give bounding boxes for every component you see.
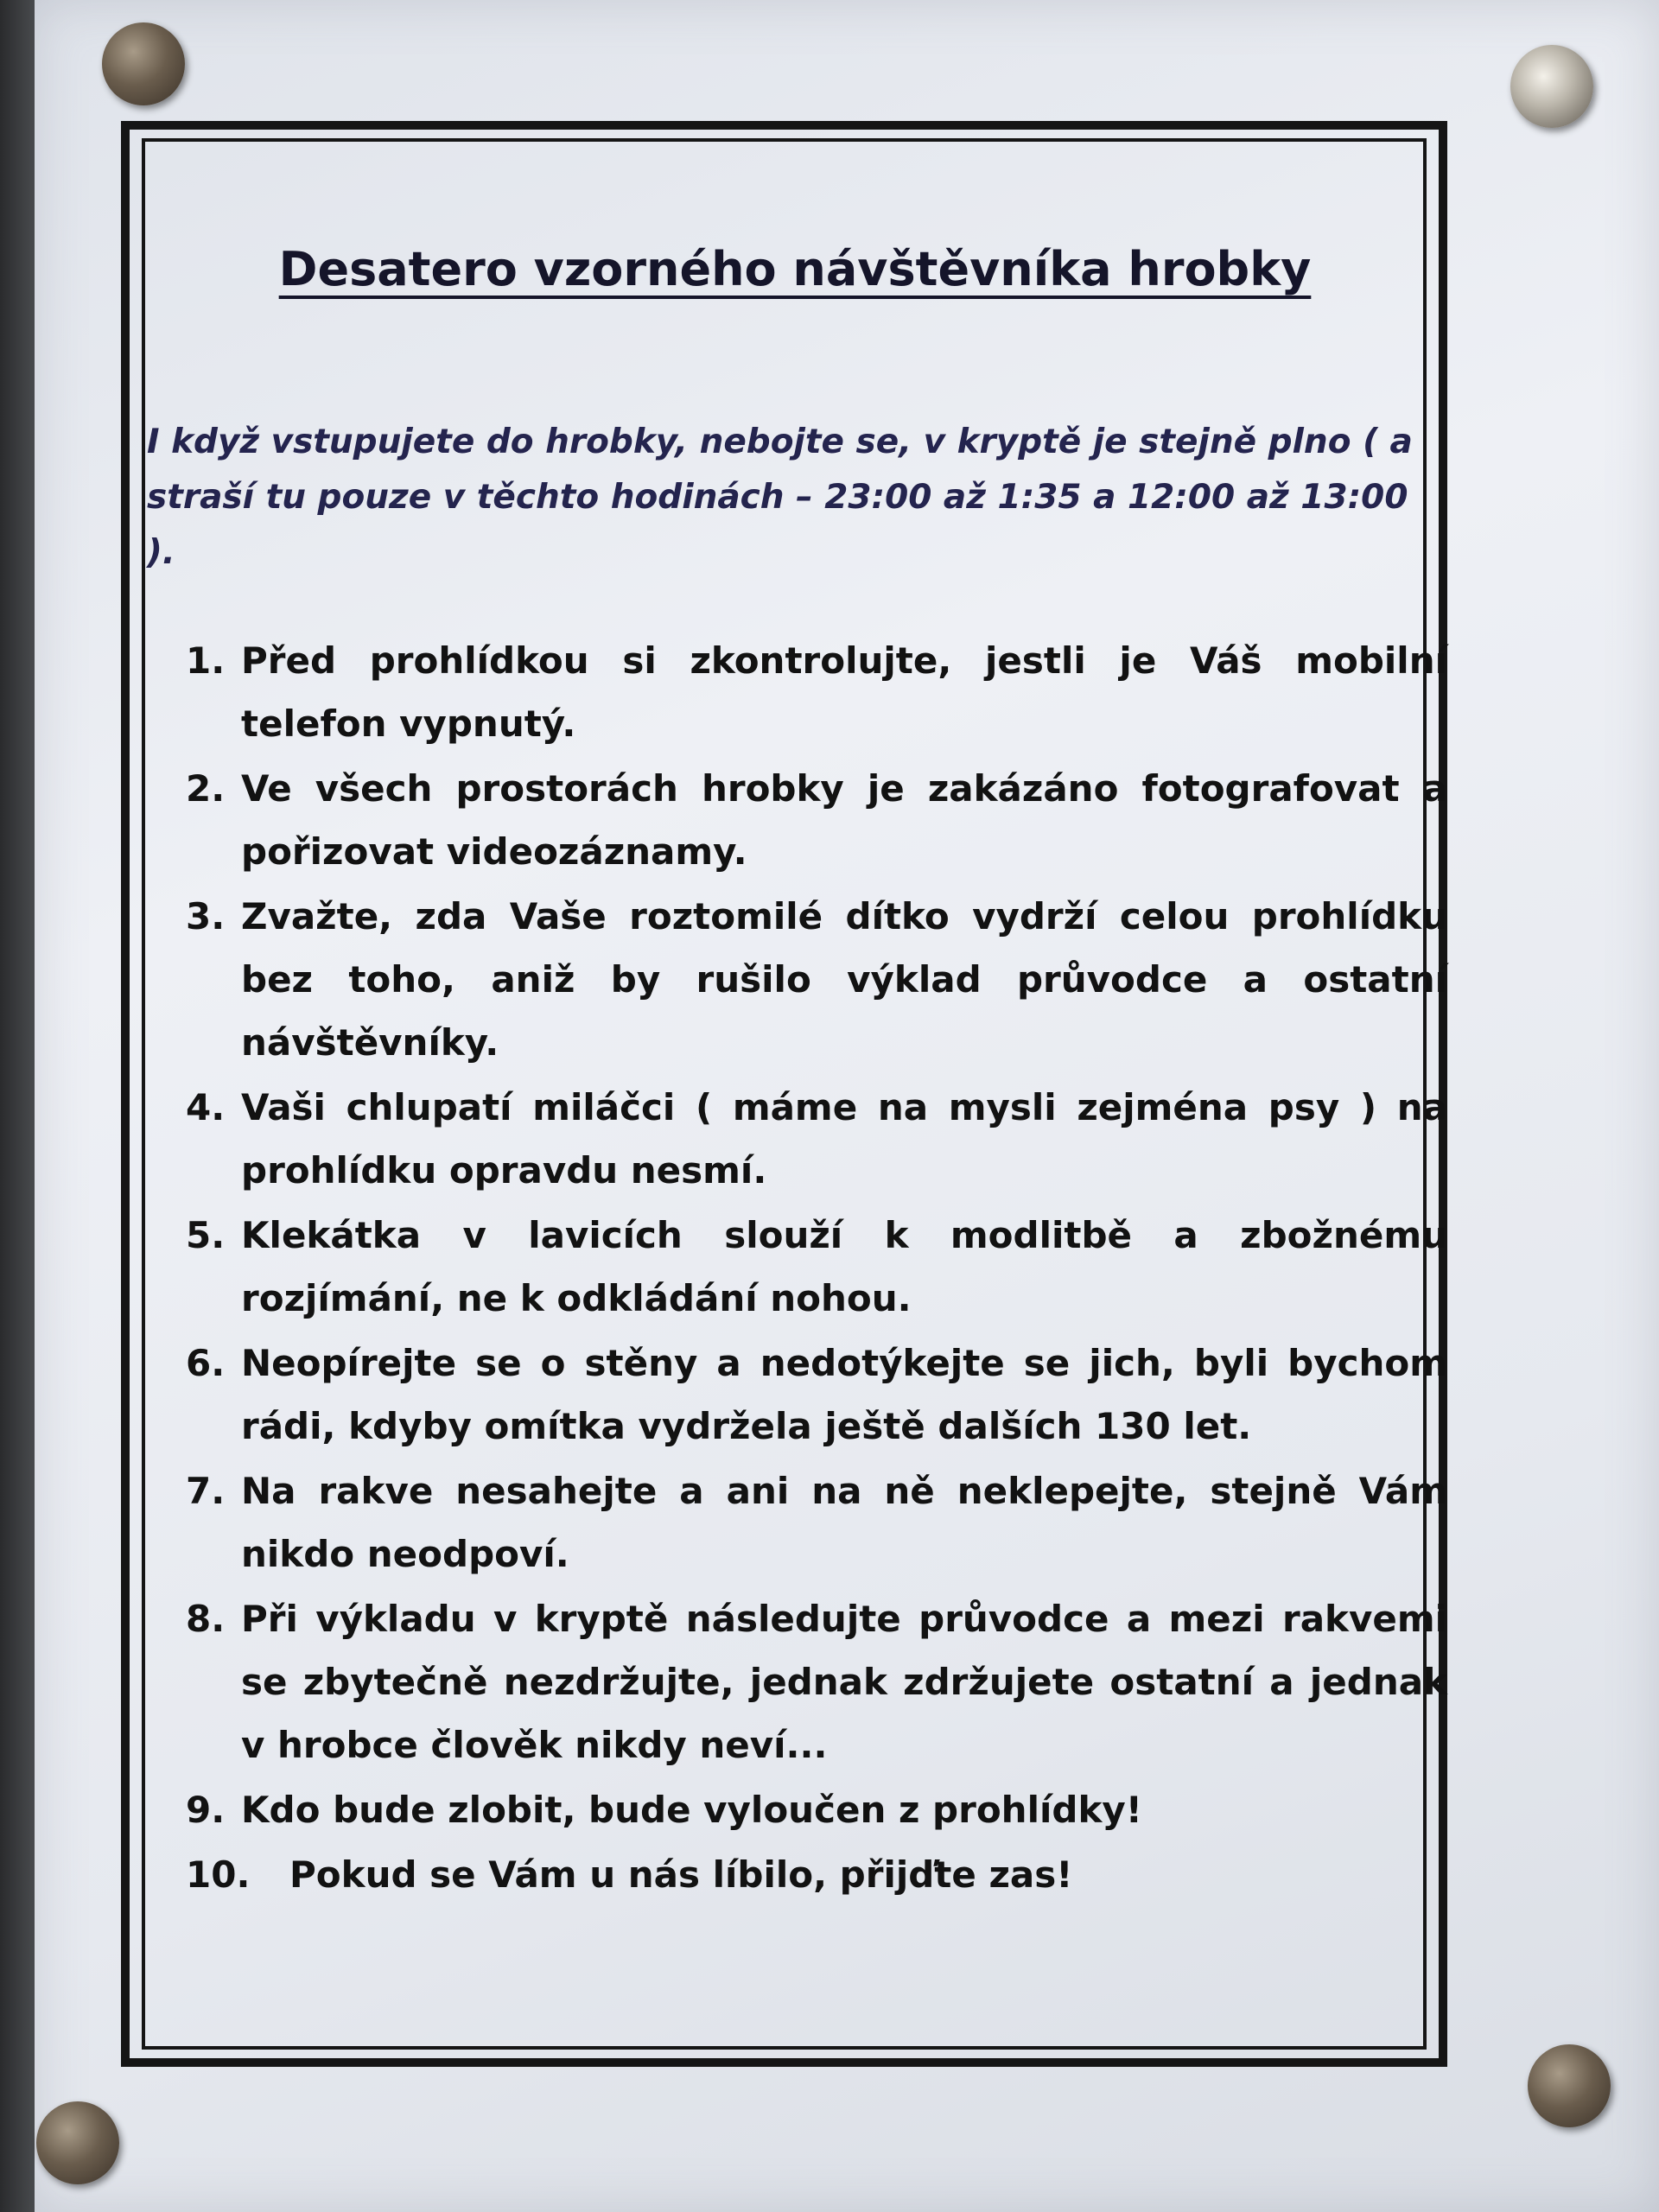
rules-list [186, 629, 1447, 1908]
rule-number: 2. [186, 767, 226, 810]
rule-number: 5. [186, 1214, 226, 1256]
rule-number: 6. [186, 1342, 226, 1384]
rule-text: Při výkladu v kryptě následujte průvodce a mezi rakvemi se zbytečně nezdržujte, jednak zdržujete ostatní a jednak v hrobce člověk nikdy neví... [241, 1598, 1447, 1766]
rule-text: Pokud se Vám u nás líbilo, přijďte zas! [289, 1853, 1073, 1896]
rule-item [186, 757, 1447, 883]
pin-top-right [1510, 45, 1593, 128]
rule-item [186, 1843, 1447, 1906]
rule-text: Neopírejte se o stěny a nedotýkejte se jich, byli bychom rádi, kdyby omítka vydržela ještě dalších 130 let. [241, 1342, 1447, 1447]
rule-item [186, 1332, 1447, 1458]
rule-text: Kdo bude zlobit, bude vyloučen z prohlídky! [241, 1789, 1142, 1831]
rule-text: Na rakve nesahejte a ani na ně neklepejte, stejně Vám nikdo neodpoví. [241, 1470, 1447, 1575]
rule-number: 8. [186, 1598, 226, 1640]
rule-text: Ve všech prostorách hrobky je zakázáno fotografovat a pořizovat videozáznamy. [241, 767, 1447, 873]
notice-intro: I když vstupujete do hrobky, nebojte se, v kryptě je stejně plno ( a straší tu pouze v těchto hodinách – 23:00 až 1:35 a 12:00 až 13:00 ). [147, 423, 1413, 572]
notice-title: Desatero vzorného návštěvníka hrobky [278, 242, 1312, 296]
rule-item [186, 629, 1447, 755]
rule-item [186, 1778, 1447, 1841]
rule-text: Klekátka v lavicích slouží k modlitbě a zbožnému rozjímání, ne k odkládání nohou. [241, 1214, 1447, 1319]
pin-top-left [102, 22, 185, 105]
rule-number: 1. [186, 639, 226, 682]
rule-item [186, 1587, 1447, 1777]
rule-number: 4. [186, 1086, 226, 1128]
pin-bottom-right [1528, 2044, 1611, 2127]
rule-number: 10. [186, 1853, 251, 1896]
rule-number: 9. [186, 1789, 226, 1831]
rule-number: 7. [186, 1470, 226, 1512]
rule-item [186, 1204, 1447, 1330]
rule-text: Před prohlídkou si zkontrolujte, jestli je Váš mobilní telefon vypnutý. [241, 639, 1447, 745]
rule-item [186, 885, 1447, 1074]
rule-text: Zvažte, zda Vaše roztomilé dítko vydrží celou prohlídku bez toho, aniž by rušilo výklad průvodce a ostatní návštěvníky. [241, 895, 1447, 1064]
pin-bottom-left [36, 2101, 119, 2184]
rule-text: Vaši chlupatí miláčci ( máme na mysli zejména psy ) na prohlídku opravdu nesmí. [241, 1086, 1447, 1192]
rule-number: 3. [186, 895, 226, 938]
rule-item [186, 1459, 1447, 1586]
rule-item [186, 1076, 1447, 1202]
